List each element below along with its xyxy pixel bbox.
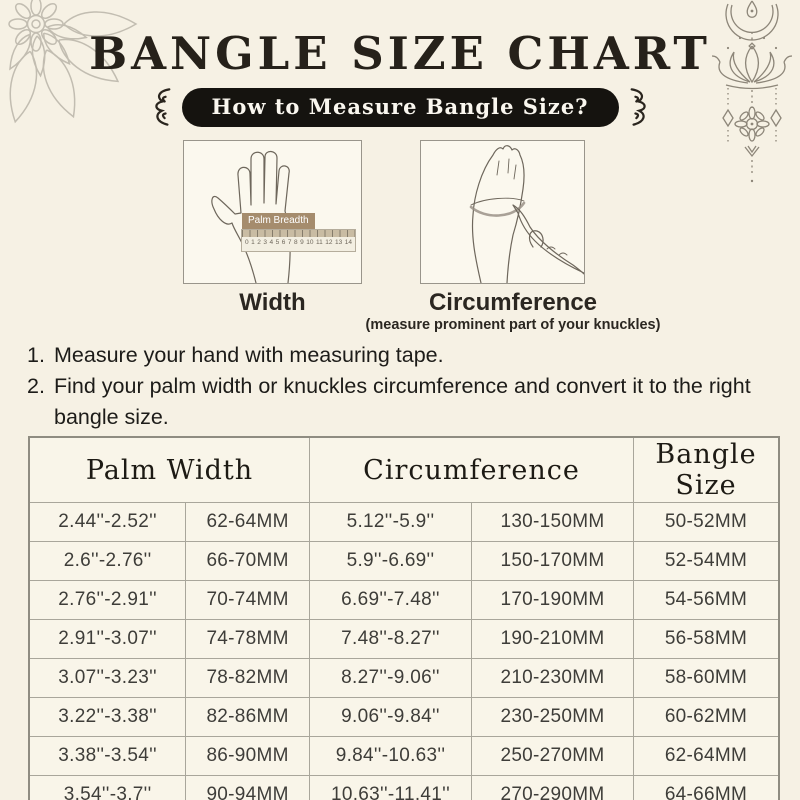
table-row: [29, 620, 779, 659]
table-cell: 66-70MM: [186, 542, 310, 581]
table-cell: 6.69''-7.48'': [310, 581, 472, 620]
ruler-number: 9: [300, 239, 304, 246]
table-cell: 54-56MM: [634, 581, 780, 620]
table-cell: 2.44''-2.52'': [29, 503, 186, 542]
hand-circumference-illustration: [421, 141, 584, 283]
how-to-measure-badge: How to Measure Bangle Size?: [182, 88, 619, 127]
table-cell: 230-250MM: [472, 698, 634, 737]
table-cell: 250-270MM: [472, 737, 634, 776]
header-palm-width: Palm Width: [29, 437, 310, 503]
table-cell: 8.27''-9.06'': [310, 659, 472, 698]
ruler-number: 0: [245, 239, 249, 246]
table-cell: 190-210MM: [472, 620, 634, 659]
ruler-number: 14: [344, 239, 352, 246]
hand-width-illustration: [184, 141, 361, 283]
table-cell: 5.9''-6.69'': [310, 542, 472, 581]
table-cell: 2.76''-2.91'': [29, 581, 186, 620]
table-cell: 62-64MM: [634, 737, 780, 776]
table-row: [29, 698, 779, 737]
table-row: [29, 503, 779, 542]
flourish-left-icon: [147, 86, 173, 128]
table-cell: 150-170MM: [472, 542, 634, 581]
table-cell: 82-86MM: [186, 698, 310, 737]
page-title: BANGLE SIZE CHART: [89, 27, 711, 80]
table-cell: 90-94MM: [186, 776, 310, 800]
circumference-caption-title: Circumference: [428, 289, 598, 316]
table-header-row: [29, 437, 779, 503]
table-cell: 70-74MM: [186, 581, 310, 620]
table-cell: 3.07''-3.23'': [29, 659, 186, 698]
table-row: [29, 581, 779, 620]
table-cell: 3.54''-3.7'': [29, 776, 186, 800]
circumference-illustration-box: [420, 140, 585, 284]
header-circumference: Circumference: [310, 437, 634, 503]
width-illustration-box: [183, 140, 362, 284]
table-cell: 2.6''-2.76'': [29, 542, 186, 581]
ruler-number: 12: [325, 239, 333, 246]
instruction-1-number: 1.: [27, 343, 45, 367]
table-cell: 64-66MM: [634, 776, 780, 800]
palm-breadth-tag: Palm Breadth: [242, 213, 315, 229]
instruction-2-number: 2.: [27, 374, 45, 398]
instruction-step-2: [27, 371, 775, 433]
table-cell: 7.48''-8.27'': [310, 620, 472, 659]
table-cell: 5.12''-5.9'': [310, 503, 472, 542]
instruction-step-1: [27, 340, 775, 371]
table-body: [29, 503, 779, 800]
table-row: [29, 737, 779, 776]
table-cell: 86-90MM: [186, 737, 310, 776]
table-cell: 50-52MM: [634, 503, 780, 542]
table-row: [29, 776, 779, 800]
table-cell: 78-82MM: [186, 659, 310, 698]
ruler-number: 3: [263, 239, 267, 246]
table-cell: 9.06''-9.84'': [310, 698, 472, 737]
table-cell: 3.22''-3.38'': [29, 698, 186, 737]
ruler-number: 11: [315, 239, 323, 246]
table-cell: 9.84''-10.63'': [310, 737, 472, 776]
ruler-number: 10: [306, 239, 314, 246]
table-cell: 56-58MM: [634, 620, 780, 659]
ruler-numbers: [242, 237, 355, 249]
table-cell: 130-150MM: [472, 503, 634, 542]
flourish-right-icon: [628, 86, 654, 128]
measuring-ruler: [241, 229, 356, 252]
ruler-number: 7: [287, 239, 292, 246]
table-cell: 74-78MM: [186, 620, 310, 659]
table-cell: 62-64MM: [186, 503, 310, 542]
ruler-number: 2: [257, 239, 261, 246]
circumference-caption-note: (measure prominent part of your knuckles): [365, 317, 661, 333]
ruler-number: 8: [294, 239, 298, 246]
instructions-list: [27, 340, 775, 433]
instruction-2-text: Find your palm width or knuckles circumference and convert it to the right bangle size.: [54, 374, 751, 429]
ruler-number: 5: [275, 239, 280, 246]
bangle-size-table: [28, 436, 780, 800]
header-bangle-size: Bangle Size: [634, 437, 780, 503]
ruler-number: 1: [251, 239, 255, 246]
table-cell: 10.63''-11.41'': [310, 776, 472, 800]
table-cell: 2.91''-3.07'': [29, 620, 186, 659]
table-row: [29, 542, 779, 581]
ruler-number: 6: [281, 239, 286, 246]
table-cell: 270-290MM: [472, 776, 634, 800]
circumference-caption: [355, 289, 671, 333]
ruler-tick-strip: [242, 230, 355, 237]
how-to-measure-badge-row: [0, 86, 800, 128]
table-cell: 210-230MM: [472, 659, 634, 698]
table-cell: 52-54MM: [634, 542, 780, 581]
ruler-number: 13: [334, 239, 343, 246]
instruction-1-text: Measure your hand with measuring tape.: [54, 343, 444, 367]
table-cell: 60-62MM: [634, 698, 780, 737]
width-caption: Width: [239, 289, 306, 316]
table-row: [29, 659, 779, 698]
ruler-number: 4: [269, 239, 274, 246]
table-cell: 58-60MM: [634, 659, 780, 698]
table-cell: 3.38''-3.54'': [29, 737, 186, 776]
table-cell: 170-190MM: [472, 581, 634, 620]
